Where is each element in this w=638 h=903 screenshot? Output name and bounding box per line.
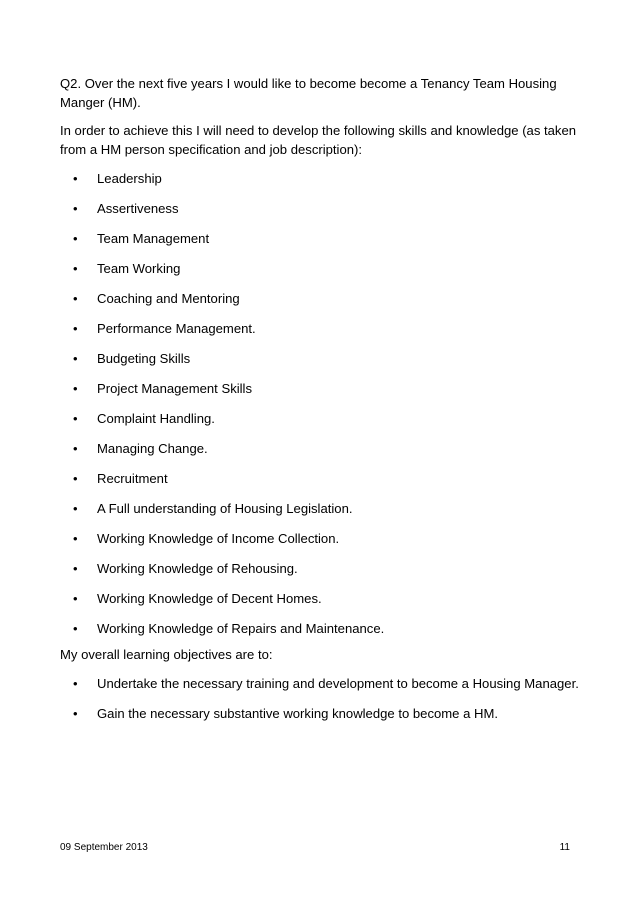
list-item	[60, 529, 590, 548]
list-item	[60, 704, 590, 723]
bullet-icon: •	[73, 501, 78, 516]
skill-text: Team Working	[97, 261, 181, 276]
bullet-icon: •	[73, 381, 78, 396]
q2-paragraph: Q2. Over the next five years I would like to become become a Tenancy Team Housing Manger (HM).	[60, 76, 557, 110]
skill-text: Leadership	[97, 171, 162, 186]
list-item	[60, 229, 590, 248]
bullet-icon: •	[73, 231, 78, 246]
page-number: 11	[559, 842, 570, 853]
list-item	[60, 674, 590, 693]
bullet-icon: •	[73, 171, 78, 186]
list-item	[60, 289, 590, 308]
skill-text: Coaching and Mentoring	[97, 291, 240, 306]
list-item	[60, 499, 590, 518]
list-item	[60, 319, 590, 338]
skill-text: Performance Management.	[97, 321, 256, 336]
bullet-icon: •	[73, 531, 78, 546]
bullet-icon: •	[73, 351, 78, 366]
bullet-icon: •	[73, 321, 78, 336]
list-item	[60, 619, 590, 638]
skill-text: Team Management	[97, 231, 210, 246]
objective-text: Undertake the necessary training and development to become a Housing Manager.	[97, 676, 579, 691]
skill-text: Working Knowledge of Repairs and Maintenance.	[97, 621, 385, 636]
list-item	[60, 379, 590, 398]
objective-text: Gain the necessary substantive working knowledge to become a HM.	[97, 706, 499, 721]
skill-text: Complaint Handling.	[97, 411, 215, 426]
skill-text: Recruitment	[97, 471, 168, 486]
skills-list	[60, 169, 590, 638]
document-body	[60, 74, 590, 734]
bullet-icon: •	[73, 201, 78, 216]
objectives-list	[60, 674, 590, 723]
bullet-icon: •	[73, 621, 78, 636]
bullet-icon: •	[73, 676, 78, 691]
list-item	[60, 169, 590, 188]
list-item	[60, 409, 590, 428]
bullet-icon: •	[73, 411, 78, 426]
skill-text: Assertiveness	[97, 201, 179, 216]
objectives-intro: My overall learning objectives are to:	[60, 647, 273, 662]
skill-text: A Full understanding of Housing Legislation.	[97, 501, 353, 516]
bullet-icon: •	[73, 261, 78, 276]
list-item	[60, 439, 590, 458]
skill-text: Project Management Skills	[97, 381, 253, 396]
skill-text: Working Knowledge of Rehousing.	[97, 561, 298, 576]
bullet-icon: •	[73, 706, 78, 721]
bullet-icon: •	[73, 591, 78, 606]
list-item	[60, 259, 590, 278]
skill-text: Working Knowledge of Income Collection.	[97, 531, 340, 546]
list-item	[60, 589, 590, 608]
list-item	[60, 349, 590, 368]
list-item	[60, 199, 590, 218]
bullet-icon: •	[73, 291, 78, 306]
list-item	[60, 469, 590, 488]
bullet-icon: •	[73, 471, 78, 486]
bullet-icon: •	[73, 561, 78, 576]
skill-text: Managing Change.	[97, 441, 208, 456]
footer-date: 09 September 2013	[60, 842, 148, 853]
bullet-icon: •	[73, 441, 78, 456]
skill-text: Working Knowledge of Decent Homes.	[97, 591, 322, 606]
skill-text: Budgeting Skills	[97, 351, 191, 366]
list-item	[60, 559, 590, 578]
skills-intro-paragraph: In order to achieve this I will need to develop the following skills and knowledge (as taken from a HM person specification and job description):	[60, 123, 577, 157]
